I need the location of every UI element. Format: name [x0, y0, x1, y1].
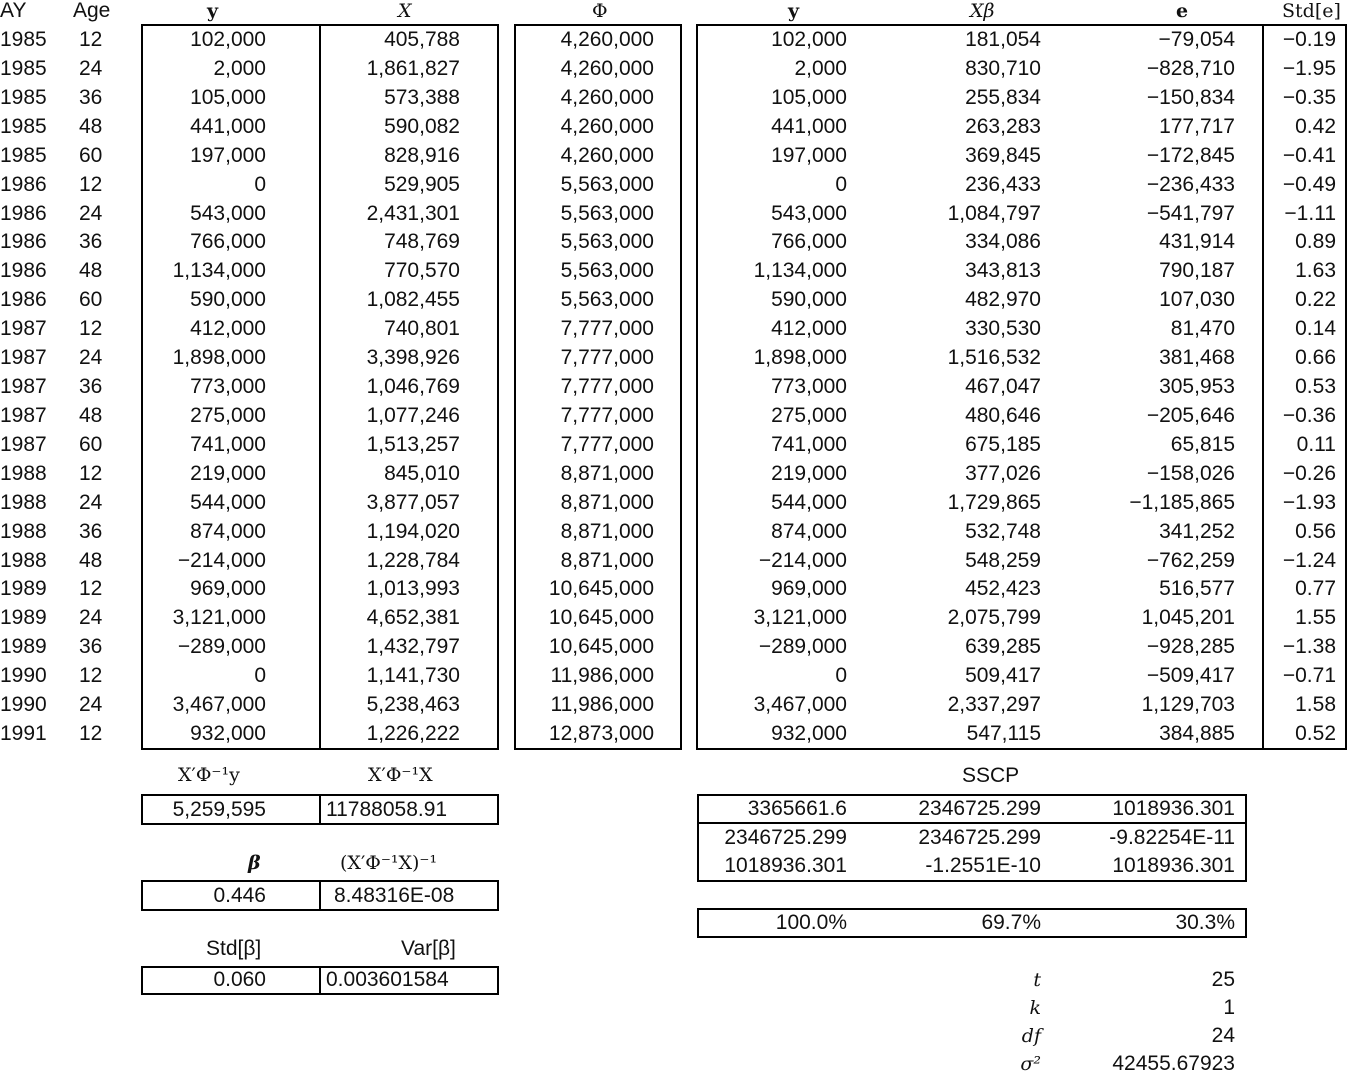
- cell-y: 773,000: [190, 375, 266, 399]
- cell-x: 1,228,784: [366, 548, 460, 572]
- cell-phi: 7,777,000: [560, 403, 654, 427]
- cell-age: 12: [79, 664, 103, 688]
- cell-y2: 0: [835, 664, 847, 688]
- cell-y2: 773,000: [771, 375, 847, 399]
- cell-ay: 1986: [0, 201, 47, 225]
- cell-phi: 4,260,000: [560, 143, 654, 167]
- cell-phi: 7,777,000: [560, 375, 654, 399]
- cell-y2: 874,000: [771, 519, 847, 543]
- cell-y: 1,134,000: [172, 259, 266, 283]
- cell-xb: 532,748: [965, 519, 1041, 543]
- table-row: [0, 372, 1347, 401]
- xphi-divider: [319, 794, 321, 825]
- cell-y: 219,000: [190, 461, 266, 485]
- table-row: [0, 603, 1347, 632]
- xphiy-value: 5,259,595: [172, 798, 266, 821]
- cell-std: 1.63: [1295, 259, 1336, 283]
- cell-xb: 480,646: [965, 403, 1041, 427]
- cell-e: 107,030: [1159, 288, 1235, 312]
- cell-age: 12: [79, 28, 103, 51]
- table-row: [0, 141, 1347, 170]
- cell-ay: 1985: [0, 85, 47, 109]
- cell-ay: 1985: [0, 114, 47, 138]
- table-row: [0, 54, 1347, 83]
- table-row: [0, 488, 1347, 517]
- sscp-cell: -1.2551E-10: [925, 854, 1041, 877]
- table-row: [0, 170, 1347, 199]
- sscp-cell: 1018936.301: [724, 854, 847, 877]
- cell-y: 3,121,000: [172, 606, 266, 630]
- cell-age: 48: [79, 114, 103, 138]
- cell-y2: 441,000: [771, 114, 847, 138]
- table-row: [0, 227, 1347, 256]
- cell-phi: 5,563,000: [560, 201, 654, 225]
- cell-x: 573,388: [384, 85, 460, 109]
- cell-age: 12: [79, 577, 103, 601]
- cell-y2: 219,000: [771, 461, 847, 485]
- cell-y2: 766,000: [771, 230, 847, 254]
- cell-age: 12: [79, 317, 103, 341]
- cell-ay: 1990: [0, 664, 47, 688]
- stat-value: 42455.67923: [1112, 1052, 1235, 1075]
- cell-y2: 741,000: [771, 432, 847, 456]
- cell-std: −1.11: [1284, 201, 1336, 225]
- cell-y: 412,000: [190, 317, 266, 341]
- cell-x: 4,652,381: [366, 606, 460, 630]
- cell-y2: 543,000: [771, 201, 847, 225]
- sscp-cell: -9.82254E-11: [1109, 825, 1235, 849]
- cell-ay: 1986: [0, 288, 47, 312]
- cell-x: 1,141,730: [366, 664, 460, 688]
- cell-ay: 1986: [0, 259, 47, 283]
- cell-x: 748,769: [384, 230, 460, 254]
- var-beta-value: 0.003601584: [326, 968, 449, 991]
- cell-ay: 1989: [0, 635, 47, 659]
- stat-label: df: [1021, 1025, 1041, 1047]
- inverse-value: 8.48316E-08: [334, 884, 455, 907]
- cell-y: 441,000: [190, 114, 266, 138]
- table-row: [0, 112, 1347, 141]
- cell-y2: −214,000: [758, 548, 847, 572]
- header-xbeta: Xβ: [970, 0, 995, 22]
- table-row: [0, 199, 1347, 228]
- cell-y: 969,000: [190, 577, 266, 601]
- cell-ay: 1991: [0, 722, 47, 746]
- cell-x: 3,398,926: [366, 346, 460, 370]
- table-row: [0, 574, 1347, 603]
- cell-phi: 10,645,000: [548, 635, 654, 659]
- cell-e: −762,259: [1146, 548, 1235, 572]
- cell-phi: 11,986,000: [550, 693, 654, 717]
- stat-label: t: [1033, 969, 1041, 991]
- cell-x: 405,788: [384, 28, 460, 51]
- cell-phi: 4,260,000: [560, 114, 654, 138]
- cell-y2: 2,000: [794, 56, 847, 80]
- cell-ay: 1987: [0, 375, 47, 399]
- cell-ay: 1986: [0, 172, 47, 196]
- cell-x: 590,082: [384, 114, 460, 138]
- cell-xb: 343,813: [965, 259, 1041, 283]
- table-row: [0, 256, 1347, 285]
- table-row: [0, 343, 1347, 372]
- cell-y2: 3,467,000: [753, 693, 847, 717]
- cell-y: −289,000: [177, 635, 266, 659]
- sscp-cell: 3365661.6: [747, 797, 847, 820]
- cell-ay: 1988: [0, 461, 47, 485]
- stat-label: k: [1029, 997, 1041, 1019]
- cell-std: −0.36: [1282, 403, 1336, 427]
- cell-y2: 102,000: [771, 28, 847, 51]
- cell-xb: 830,710: [965, 56, 1041, 80]
- cell-y2: 969,000: [771, 577, 847, 601]
- table-row: [0, 719, 1347, 748]
- cell-ay: 1987: [0, 432, 47, 456]
- cell-x: 2,431,301: [366, 201, 460, 225]
- cell-std: −1.24: [1282, 548, 1336, 572]
- sscp-cell: 2346725.299: [918, 825, 1041, 849]
- cell-e: 516,577: [1159, 577, 1235, 601]
- cell-ay: 1985: [0, 56, 47, 80]
- cell-x: 1,077,246: [366, 403, 460, 427]
- table-row: [0, 661, 1347, 690]
- header-y-fitted: y: [788, 0, 800, 22]
- cell-std: −0.35: [1282, 85, 1336, 109]
- cell-phi: 8,871,000: [560, 519, 654, 543]
- cell-e: 790,187: [1159, 259, 1235, 283]
- cell-x: 1,194,020: [366, 519, 460, 543]
- std-beta-label: Std[β]: [206, 937, 262, 960]
- sscp-label: SSCP: [962, 764, 1020, 787]
- cell-e: 1,045,201: [1141, 606, 1235, 630]
- cell-phi: 4,260,000: [560, 56, 654, 80]
- header-phi: Φ: [592, 0, 608, 22]
- cell-e: 305,953: [1159, 375, 1235, 399]
- sscp-cell: 1018936.301: [1112, 854, 1235, 877]
- cell-e: −172,845: [1146, 143, 1235, 167]
- cell-age: 24: [79, 346, 103, 370]
- cell-std: −0.41: [1282, 143, 1336, 167]
- cell-xb: 334,086: [965, 230, 1041, 254]
- cell-phi: 5,563,000: [560, 259, 654, 283]
- cell-xb: 1,729,865: [947, 490, 1041, 514]
- table-row: [0, 517, 1347, 546]
- cell-age: 36: [79, 635, 103, 659]
- cell-std: −1.95: [1282, 56, 1336, 80]
- cell-x: 770,570: [384, 259, 460, 283]
- cell-x: 1,432,797: [366, 635, 460, 659]
- cell-std: 0.77: [1295, 577, 1336, 601]
- cell-y: 590,000: [190, 288, 266, 312]
- cell-x: 1,013,993: [366, 577, 460, 601]
- cell-xb: 369,845: [965, 143, 1041, 167]
- cell-age: 60: [79, 288, 103, 312]
- cell-std: 0.66: [1295, 346, 1336, 370]
- cell-age: 36: [79, 375, 103, 399]
- cell-xb: 639,285: [965, 635, 1041, 659]
- cell-xb: 482,970: [965, 288, 1041, 312]
- cell-std: 0.11: [1296, 432, 1336, 456]
- cell-x: 828,916: [384, 143, 460, 167]
- cell-xb: 263,283: [965, 114, 1041, 138]
- cell-e: −158,026: [1146, 461, 1235, 485]
- table-row: [0, 430, 1347, 459]
- cell-xb: 330,530: [965, 317, 1041, 341]
- table-row: [0, 546, 1347, 575]
- stat-value: 24: [1211, 1024, 1235, 1047]
- cell-age: 48: [79, 403, 103, 427]
- cell-std: 0.53: [1295, 375, 1336, 399]
- sscp-cell: 2346725.299: [918, 797, 1041, 820]
- cell-std: 0.22: [1295, 288, 1336, 312]
- cell-y2: 412,000: [771, 317, 847, 341]
- cell-y2: 0: [835, 172, 847, 196]
- cell-y2: 3,121,000: [753, 606, 847, 630]
- cell-std: 1.55: [1295, 606, 1336, 630]
- cell-xb: 255,834: [965, 85, 1041, 109]
- std-beta-value: 0.060: [213, 968, 266, 991]
- cell-y2: 932,000: [771, 722, 847, 746]
- cell-phi: 8,871,000: [560, 490, 654, 514]
- cell-y2: 197,000: [771, 143, 847, 167]
- cell-e: −928,285: [1146, 635, 1235, 659]
- cell-phi: 11,986,000: [550, 664, 654, 688]
- cell-ay: 1988: [0, 519, 47, 543]
- cell-std: −0.26: [1282, 461, 1336, 485]
- cell-x: 1,861,827: [366, 56, 460, 80]
- cell-e: −205,646: [1146, 403, 1235, 427]
- cell-e: 65,815: [1170, 432, 1235, 456]
- cell-e: 177,717: [1159, 114, 1235, 138]
- cell-age: 24: [79, 490, 103, 514]
- cell-ay: 1989: [0, 577, 47, 601]
- xphiy-label: X′Φ⁻¹y: [178, 764, 240, 786]
- cell-phi: 10,645,000: [548, 577, 654, 601]
- cell-std: 0.89: [1295, 230, 1336, 254]
- cell-e: 341,252: [1159, 519, 1235, 543]
- cell-phi: 8,871,000: [560, 548, 654, 572]
- var-beta-label: Var[β]: [401, 937, 456, 960]
- cell-x: 529,905: [384, 172, 460, 196]
- cell-age: 12: [79, 172, 103, 196]
- cell-age: 24: [79, 606, 103, 630]
- cell-e: −541,797: [1146, 201, 1235, 225]
- cell-xb: 1,516,532: [947, 346, 1041, 370]
- cell-y: 105,000: [190, 85, 266, 109]
- table-row: [0, 285, 1347, 314]
- cell-e: 431,914: [1159, 230, 1235, 254]
- beta-value: 0.446: [213, 884, 266, 907]
- cell-age: 60: [79, 143, 103, 167]
- cell-x: 3,877,057: [366, 490, 460, 514]
- cell-age: 60: [79, 432, 103, 456]
- cell-age: 36: [79, 230, 103, 254]
- sscp-cell: 1018936.301: [1112, 797, 1235, 820]
- cell-age: 48: [79, 548, 103, 572]
- cell-phi: 8,871,000: [560, 461, 654, 485]
- cell-y: 0: [254, 172, 266, 196]
- cell-e: −236,433: [1146, 172, 1235, 196]
- percent-cell: 69.7%: [981, 911, 1041, 934]
- table-row: [0, 25, 1347, 54]
- table-row: [0, 459, 1347, 488]
- cell-y: 766,000: [190, 230, 266, 254]
- cell-e: 1,129,703: [1141, 693, 1235, 717]
- cell-phi: 5,563,000: [560, 288, 654, 312]
- cell-y2: 105,000: [771, 85, 847, 109]
- cell-y: 1,898,000: [172, 346, 266, 370]
- cell-std: −1.93: [1282, 490, 1336, 514]
- header-std-e: Std[e]: [1282, 0, 1341, 22]
- cell-age: 36: [79, 519, 103, 543]
- cell-y2: 275,000: [771, 403, 847, 427]
- cell-phi: 4,260,000: [560, 85, 654, 109]
- cell-ay: 1989: [0, 606, 47, 630]
- sscp-cell: 2346725.299: [724, 825, 847, 849]
- cell-phi: 5,563,000: [560, 172, 654, 196]
- cell-xb: 377,026: [965, 461, 1041, 485]
- cell-xb: 547,115: [966, 722, 1041, 746]
- cell-y: 544,000: [190, 490, 266, 514]
- beta-label: β: [248, 852, 261, 874]
- header-age: Age: [73, 0, 111, 22]
- cell-ay: 1987: [0, 403, 47, 427]
- cell-std: −0.71: [1282, 664, 1336, 688]
- cell-std: 0.14: [1295, 317, 1336, 341]
- cell-phi: 5,563,000: [560, 230, 654, 254]
- std-beta-divider: [319, 966, 321, 995]
- cell-x: 1,082,455: [366, 288, 460, 312]
- cell-age: 24: [79, 201, 103, 225]
- cell-ay: 1988: [0, 548, 47, 572]
- cell-age: 12: [79, 461, 103, 485]
- cell-std: 0.42: [1295, 114, 1336, 138]
- percent-cell: 30.3%: [1175, 911, 1235, 934]
- cell-x: 845,010: [384, 461, 460, 485]
- cell-x: 5,238,463: [366, 693, 460, 717]
- cell-xb: 675,185: [965, 432, 1041, 456]
- cell-x: 1,513,257: [366, 432, 460, 456]
- table-row: [0, 314, 1347, 343]
- cell-age: 36: [79, 85, 103, 109]
- cell-y2: −289,000: [758, 635, 847, 659]
- table-row: [0, 83, 1347, 112]
- cell-phi: 7,777,000: [560, 432, 654, 456]
- cell-ay: 1985: [0, 28, 47, 51]
- cell-y2: 1,898,000: [753, 346, 847, 370]
- cell-e: 81,470: [1170, 317, 1235, 341]
- cell-ay: 1988: [0, 490, 47, 514]
- cell-std: 0.56: [1295, 519, 1336, 543]
- cell-y: 2,000: [213, 56, 266, 80]
- cell-xb: 509,417: [965, 664, 1041, 688]
- header-x: X: [398, 0, 412, 22]
- stat-value: 25: [1211, 968, 1235, 991]
- percent-cell: 100.0%: [775, 911, 847, 934]
- cell-x: 1,226,222: [366, 722, 460, 746]
- cell-e: 381,468: [1159, 346, 1235, 370]
- inverse-label: (X′Φ⁻¹X)⁻¹: [340, 852, 438, 874]
- cell-ay: 1990: [0, 693, 47, 717]
- cell-ay: 1987: [0, 317, 47, 341]
- cell-y2: 590,000: [771, 288, 847, 312]
- stat-label: σ²: [1020, 1053, 1041, 1075]
- cell-xb: 236,433: [965, 172, 1041, 196]
- xphix-label: X′Φ⁻¹X: [368, 764, 433, 786]
- cell-y: 197,000: [190, 143, 266, 167]
- cell-xb: 2,337,297: [947, 693, 1041, 717]
- cell-y: 543,000: [190, 201, 266, 225]
- cell-xb: 181,054: [965, 28, 1041, 51]
- cell-ay: 1985: [0, 143, 47, 167]
- cell-xb: 452,423: [965, 577, 1041, 601]
- cell-y: 932,000: [190, 722, 266, 746]
- cell-e: −509,417: [1146, 664, 1235, 688]
- beta-divider: [319, 880, 321, 911]
- cell-xb: 467,047: [965, 375, 1041, 399]
- cell-y2: 1,134,000: [753, 259, 847, 283]
- cell-xb: 1,084,797: [947, 201, 1041, 225]
- cell-y: 102,000: [190, 28, 266, 51]
- cell-x: 740,801: [384, 317, 460, 341]
- cell-y: 741,000: [190, 432, 266, 456]
- cell-ay: 1987: [0, 346, 47, 370]
- cell-std: 1.58: [1295, 693, 1336, 717]
- cell-phi: 10,645,000: [548, 606, 654, 630]
- cell-phi: 7,777,000: [560, 346, 654, 370]
- cell-e: −828,710: [1146, 56, 1235, 80]
- cell-std: −0.49: [1282, 172, 1336, 196]
- cell-xb: 548,259: [965, 548, 1041, 572]
- header-ay: AY: [0, 0, 27, 22]
- cell-phi: 7,777,000: [560, 317, 654, 341]
- cell-age: 48: [79, 259, 103, 283]
- cell-std: 0.52: [1295, 722, 1336, 746]
- table-row: [0, 401, 1347, 430]
- cell-std: −0.19: [1282, 28, 1336, 51]
- cell-y2: 544,000: [771, 490, 847, 514]
- cell-x: 1,046,769: [366, 375, 460, 399]
- cell-std: −1.38: [1282, 635, 1336, 659]
- cell-y: −214,000: [177, 548, 266, 572]
- cell-y: 3,467,000: [172, 693, 266, 717]
- cell-phi: 4,260,000: [560, 28, 654, 51]
- stat-value: 1: [1223, 996, 1235, 1019]
- cell-y: 874,000: [190, 519, 266, 543]
- cell-xb: 2,075,799: [947, 606, 1041, 630]
- table-row: [0, 632, 1347, 661]
- table-row: [0, 690, 1347, 719]
- cell-y: 275,000: [190, 403, 266, 427]
- cell-ay: 1986: [0, 230, 47, 254]
- header-e: e: [1176, 0, 1189, 22]
- cell-phi: 12,873,000: [548, 722, 654, 746]
- cell-e: −150,834: [1146, 85, 1235, 109]
- cell-e: 384,885: [1159, 722, 1235, 746]
- cell-y: 0: [254, 664, 266, 688]
- xphix-value: 11788058.91: [326, 798, 448, 821]
- cell-age: 24: [79, 693, 103, 717]
- header-y: y: [207, 0, 219, 22]
- cell-age: 24: [79, 56, 103, 80]
- cell-e: −79,054: [1158, 28, 1235, 51]
- cell-e: −1,185,865: [1129, 490, 1235, 514]
- cell-age: 12: [79, 722, 103, 746]
